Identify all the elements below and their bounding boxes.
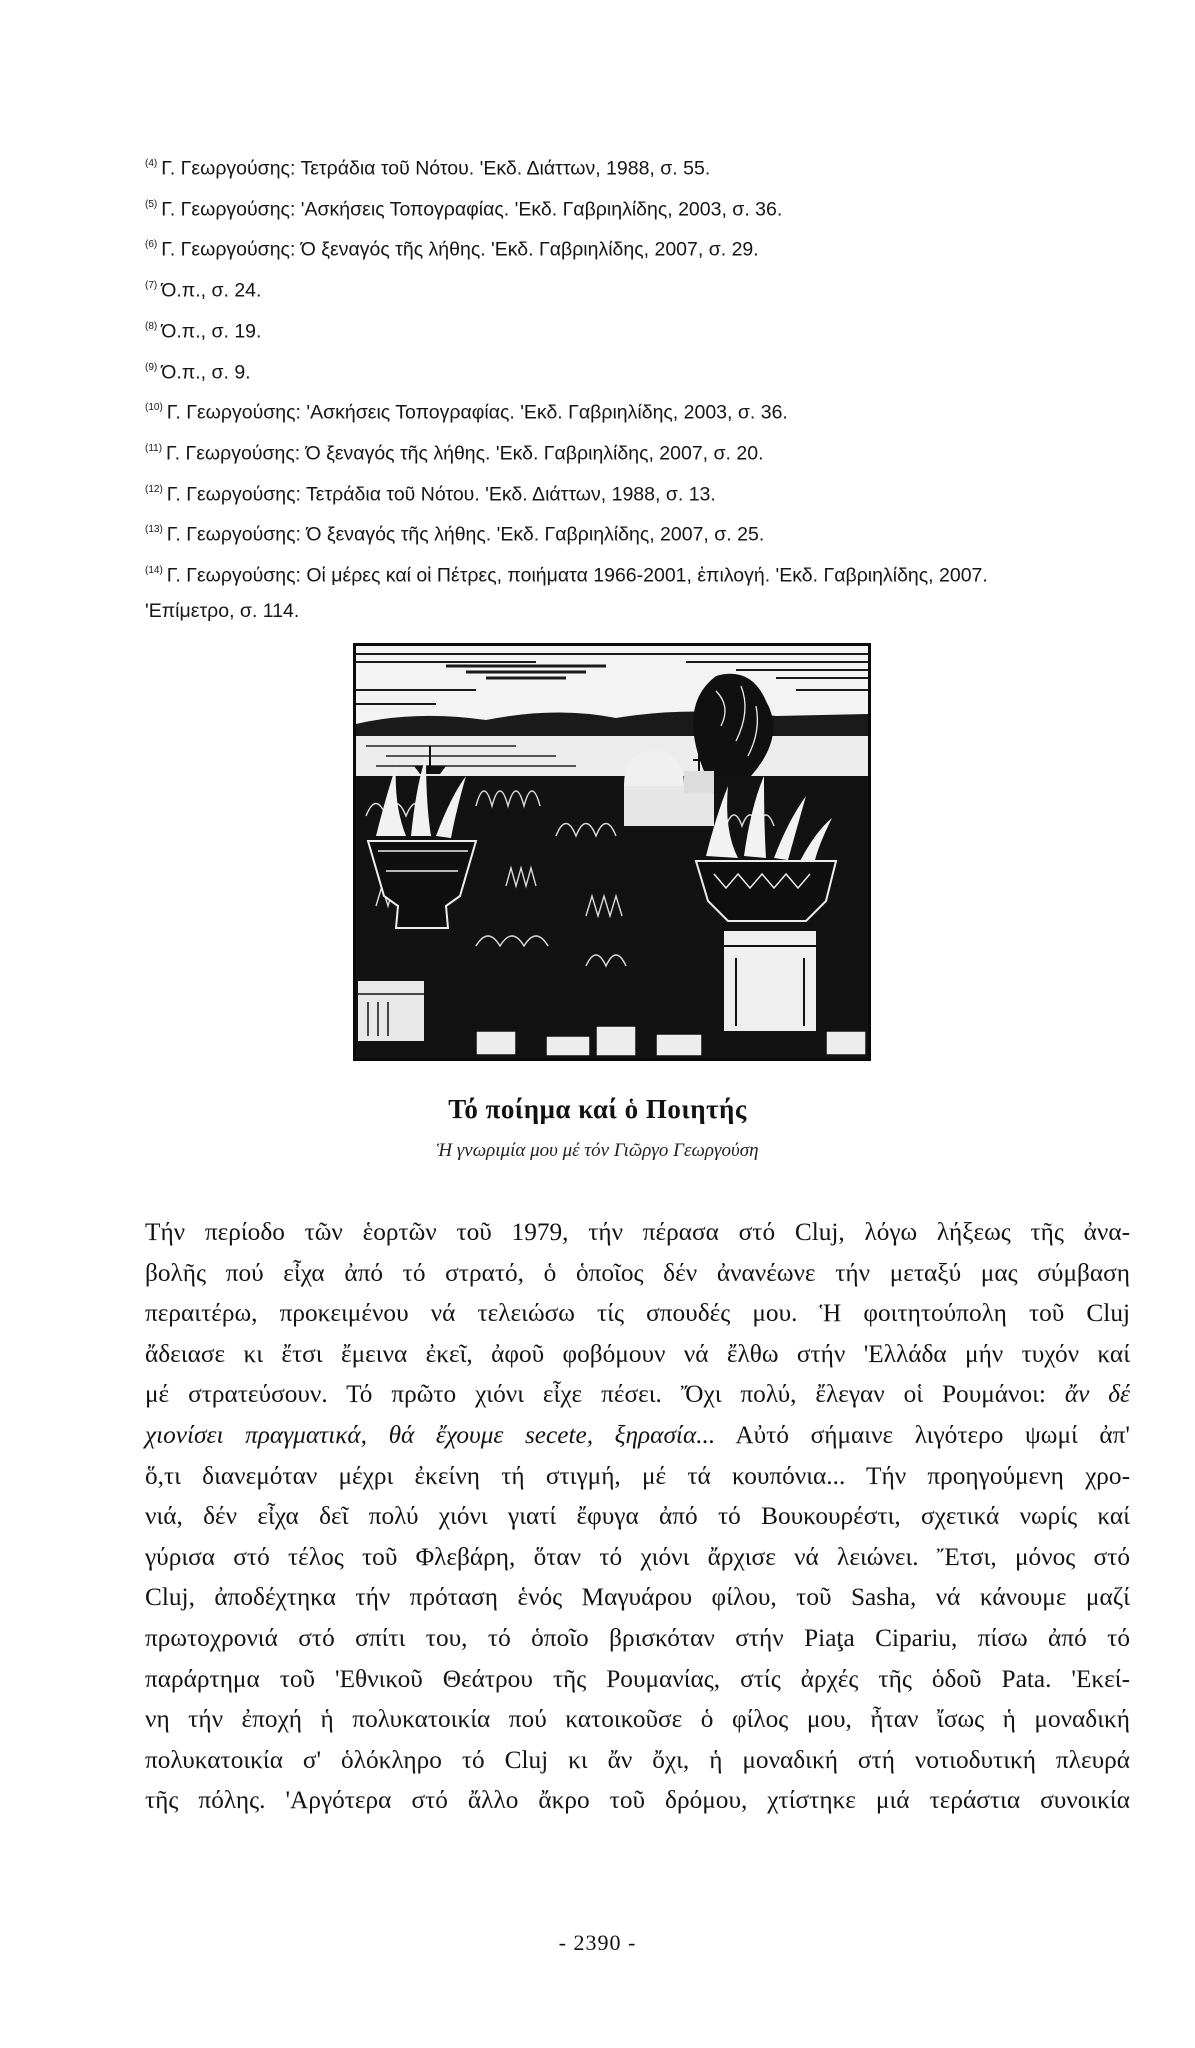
body-line-text: μέ στρατεύσουν. Τό πρῶτο χιόνι εἶχε πέσει. Ὄχι πολύ, ἔλεγαν οἱ Ρουμάνοι: xyxy=(145,1380,1065,1409)
footnote-text: Γ. Γεωργούσης: Ό ξεναγός τῆς λήθης. 'Εκδ. Γαβριηλίδης, 2007, σ. 20. xyxy=(166,442,764,465)
body-line: νη τήν ἐποχή ἡ πολυκατοικία πού κατοικοῦσε ὁ φίλος μου, ἦταν ἴσως ἡ μοναδική xyxy=(145,1705,1130,1734)
footnote-text: Ό.π., σ. 9. xyxy=(161,361,251,384)
article-subtitle: Ἡ γνωριμία μου μέ τόν Γιῶργο Γεωργούση xyxy=(436,1140,759,1161)
footnote-number: (10) xyxy=(145,402,163,414)
woodcut-artwork xyxy=(356,646,868,1058)
footnote-10 xyxy=(145,390,1135,431)
footnote-number: (5) xyxy=(145,198,158,210)
footnote-number: (12) xyxy=(145,483,163,495)
body-line: βολῆς πού εἶχα ἀπό τό στρατό, ὁ ὁποῖος δέν ἀνανέωνε τήν μεταξύ μας σύμβαση xyxy=(145,1258,1130,1287)
body-line-text: Αὐτό σήμαινε λιγότερο ψωμί ἀπ' xyxy=(715,1420,1130,1449)
article-title: Τό ποίημα καί ὁ Ποιητής xyxy=(448,1094,747,1124)
footnote-text: Γ. Γεωργούσης: Τετράδια τοῦ Νότου. 'Εκδ. Διάττων, 1988, σ. 13. xyxy=(166,483,716,506)
body-line: τῆς πόλης. 'Αργότερα στό ἄλλο ἄκρο τοῦ δρόμου, χτίστηκε μιά τεράστια συνοικία xyxy=(145,1786,1130,1815)
footnote-8 xyxy=(145,309,1135,350)
body-line: Τήν περίοδο τῶν ἑορτῶν τοῦ 1979, τήν πέρασα στό Cluj, λόγω λήξεως τῆς ἀνα- xyxy=(145,1218,1130,1246)
footnote-12 xyxy=(145,472,1135,513)
body-line: παράρτημα τοῦ 'Εθνικοῦ Θεάτρου τῆς Ρουμανίας, στίς ἀρχές τῆς ὁδοῦ Pata. 'Εκεί- xyxy=(145,1664,1130,1693)
footnote-14-continuation: 'Επίμετρο, σ. 114. xyxy=(145,599,300,622)
body-line xyxy=(145,1374,1130,1415)
footnote-6 xyxy=(145,227,1135,268)
footnote-number: (11) xyxy=(145,442,163,454)
footnote-text: Γ. Γεωργούσης: Ό ξεναγός τῆς λήθης. 'Εκδ. Γαβριηλίδης, 2007, σ. 29. xyxy=(161,238,759,261)
footnote-11 xyxy=(145,431,1135,472)
body-line xyxy=(145,1415,1130,1456)
footnote-4 xyxy=(145,146,1135,187)
body-line-italic: χιονίσει πραγματικά, θά ἔχουμε secete, ξηρασία... xyxy=(145,1420,716,1449)
footnote-number: (9) xyxy=(145,361,158,373)
body-line: περαιτέρω, προκειμένου νά τελειώσω τίς σπουδές μου. Ἡ φοιτητούπολη τοῦ Cluj xyxy=(145,1299,1130,1328)
body-line: γύρισα στό τέλος τοῦ Φλεβάρη, ὅταν τό χιόνι ἄρχισε νά λειώνει. Ἔτσι, μόνος στό xyxy=(145,1542,1130,1571)
footnote-number: (4) xyxy=(145,158,158,169)
body-text xyxy=(145,1212,1130,1821)
footnote-text: Γ. Γεωργούσης: 'Ασκήσεις Τοπογραφίας. 'Εκδ. Γαβριηλίδης, 2003, σ. 36. xyxy=(166,401,788,424)
footnote-text: Ό.π., σ. 24. xyxy=(161,279,262,302)
footnote-number: (6) xyxy=(145,239,158,251)
footnote-number: (14) xyxy=(145,565,163,577)
footnote-5 xyxy=(145,187,1135,228)
body-line: πολυκατοικία σ' ὁλόκληρο τό Cluj κι ἄν ὄχι, ἡ μοναδική στή νοτιοδυτική πλευρά xyxy=(145,1745,1130,1774)
footnote-text: Γ. Γεωργούσης: Τετράδια τοῦ Νότου. 'Εκδ. Διάττων, 1988, σ. 55. xyxy=(161,157,711,180)
footnote-number: (7) xyxy=(145,280,158,292)
footnote-14 xyxy=(145,553,1135,594)
footnote-number: (13) xyxy=(145,524,163,536)
footnote-text: Γ. Γεωργούσης: 'Ασκήσεις Τοπογραφίας. 'Εκδ. Γαβριηλίδης, 2003, σ. 36. xyxy=(161,198,783,221)
body-line: πρωτοχρονιά στό σπίτι του, τό ὁποῖο βρισκόταν στήν Piaţa Cipariu, πίσω ἀπό τό xyxy=(145,1623,1130,1652)
page-number: - 2390 - xyxy=(558,1930,637,1955)
body-line: Cluj, ἀποδέχτηκα τήν πρόταση ἑνός Μαγυάρου φίλου, τοῦ Sasha, νά κάνουμε μαζί xyxy=(145,1583,1130,1612)
footnotes xyxy=(145,146,1135,629)
body-line: ἄδειασε κι ἔτσι ἔμεινα ἐκεῖ, ἀφοῦ φοβόμουν νά ἔλθω στήν 'Ελλάδα μήν τυχόν καί xyxy=(145,1339,1130,1368)
footnote-13 xyxy=(145,512,1135,553)
footnote-number: (8) xyxy=(145,320,158,332)
body-line-italic: ἄν δέ xyxy=(1064,1380,1130,1409)
body-line: νιά, δέν εἶχα δεῖ πολύ χιόνι γιατί ἔφυγα ἀπό τό Βουκουρέστι, σχετικά νωρίς καί xyxy=(145,1502,1130,1531)
footnote-text: Γ. Γεωργούσης: Οἱ μέρες καί οἱ Πέτρες, ποιήματα 1966-2001, ἐπιλογή. 'Εκδ. Γαβριηλίδης, 2007. xyxy=(166,564,988,587)
body-line: ὅ,τι διανεμόταν μέχρι ἐκείνη τή στιγμή, μέ τά κουπόνια... Τήν προηγούμενη χρο- xyxy=(145,1461,1130,1490)
footnote-9 xyxy=(145,350,1135,391)
footnote-text: Γ. Γεωργούσης: Ό ξεναγός τῆς λήθης. 'Εκδ. Γαβριηλίδης, 2007, σ. 25. xyxy=(166,523,765,546)
woodcut-illustration xyxy=(353,643,871,1061)
footnote-7 xyxy=(145,268,1135,309)
footnote-text: Ό.π., σ. 19. xyxy=(161,320,262,343)
